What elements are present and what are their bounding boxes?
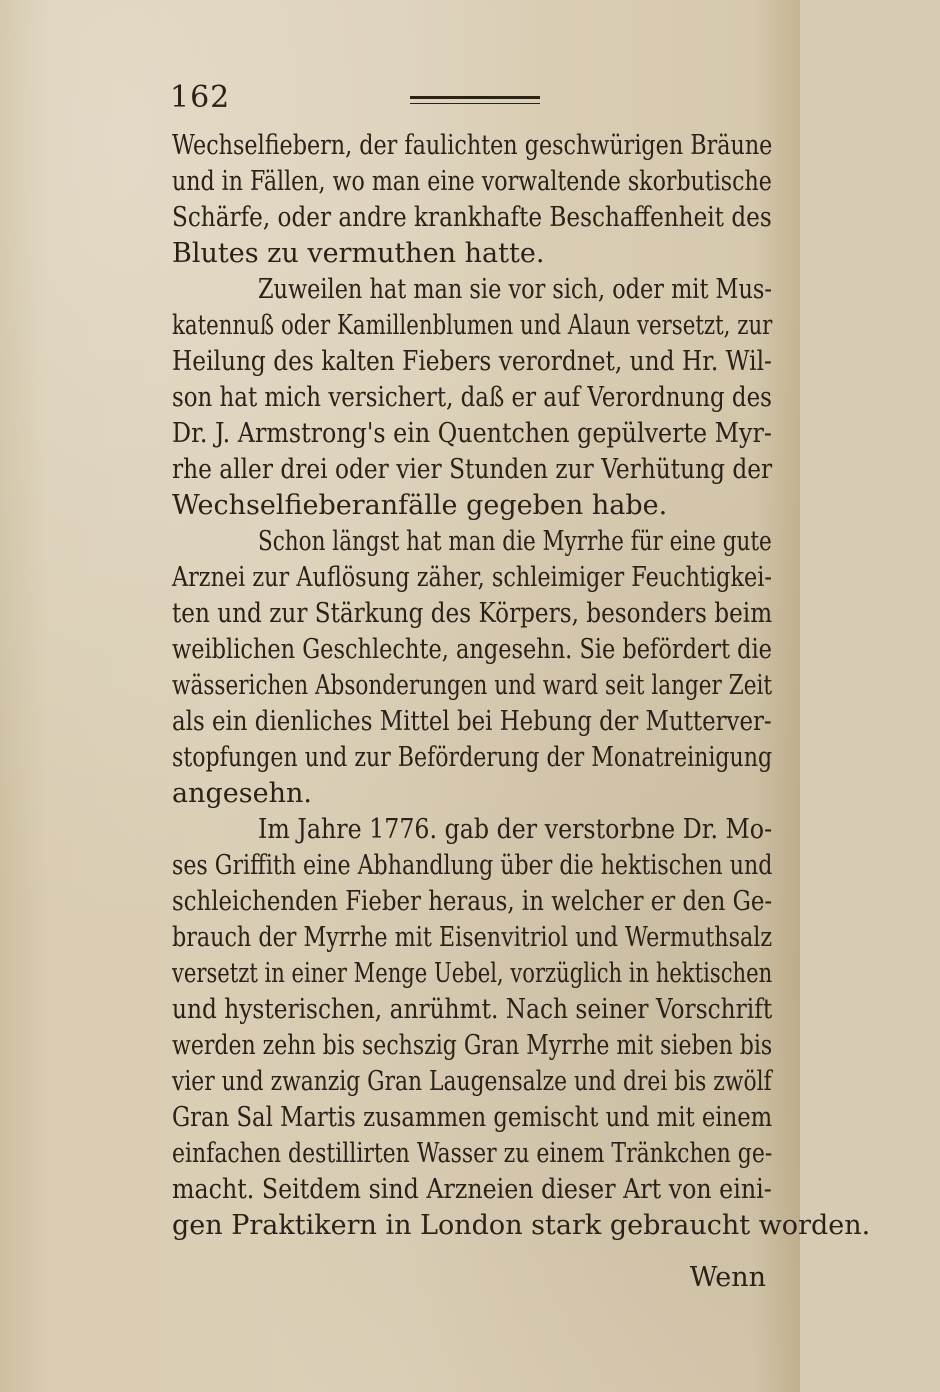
text-line: Blutes zu vermuthen hatte. (172, 238, 545, 269)
text-line: einfachen destillirten Wasser zu einem Tränkchen ge- (172, 1138, 773, 1169)
text-line: versetzt in einer Menge Uebel, vorzüglich in hektischen (172, 958, 773, 989)
text-line: vier und zwanzig Gran Laugensalze und drei bis zwölf (172, 1066, 772, 1097)
text-line: ses Griffith eine Abhandlung über die hektischen und (172, 850, 773, 881)
page-number: 162 (170, 80, 231, 115)
text-line: Im Jahre 1776. gab der verstorbne Dr. Mo- (258, 814, 773, 845)
text-line: Zuweilen hat man sie vor sich, oder mit Mus- (258, 274, 772, 305)
text-line: Schon längst hat man die Myrrhe für eine gute (258, 526, 772, 557)
text-line: Dr. J. Armstrong's ein Quentchen gepülverte Myr- (172, 418, 772, 449)
text-line: Heilung des kalten Fiebers verordnet, und Hr. Wil- (172, 346, 772, 377)
text-line: gen Praktikern in London stark gebraucht worden. (172, 1210, 871, 1241)
text-line: Arznei zur Auflösung zäher, schleimiger Feuchtigkei- (172, 562, 772, 593)
header-rule (410, 96, 540, 104)
text-line: Wechselfieberanfälle gegeben habe. (172, 490, 668, 521)
body-text (172, 128, 871, 1244)
text-line: wässerichen Absonderungen und ward seit langer Zeit (172, 670, 773, 701)
text-line: macht. Seitdem sind Arzneien dieser Art von eini- (172, 1174, 772, 1205)
text-line: Schärfe, oder andre krankhafte Beschaffenheit des (172, 202, 772, 233)
text-line: Gran Sal Martis zusammen gemischt und mit einem (172, 1102, 773, 1133)
text-line: weiblichen Geschlechte, angesehn. Sie befördert die (172, 634, 772, 665)
text-line: schleichenden Fieber heraus, in welcher er den Ge- (172, 886, 773, 917)
text-line: brauch der Myrrhe mit Eisenvitriol und Wermuthsalz (172, 922, 773, 953)
text-line: katennuß oder Kamillenblumen und Alaun versetzt, zur (172, 310, 773, 341)
text-line: angesehn. (172, 778, 312, 809)
text-line: ten und zur Stärkung des Körpers, besonders beim (172, 598, 773, 629)
text-line: als ein dienliches Mittel bei Hebung der Mutterver- (172, 706, 772, 737)
text-line: werden zehn bis sechszig Gran Myrrhe mit sieben bis (172, 1030, 773, 1061)
text-line: und hysterischen, anrühmt. Nach seiner Vorschrift (172, 994, 773, 1025)
text-line: stopfungen und zur Beförderung der Monatreinigung (172, 742, 773, 773)
text-line: und in Fällen, wo man eine vorwaltende skorbutische (172, 166, 772, 197)
text-line: Wechselfiebern, der faulichten geschwürigen Bräune (172, 130, 773, 161)
catchword: Wenn (689, 1262, 766, 1293)
text-line: rhe aller drei oder vier Stunden zur Verhütung der (172, 454, 773, 485)
text-line: son hat mich versichert, daß er auf Verordnung des (172, 382, 772, 413)
